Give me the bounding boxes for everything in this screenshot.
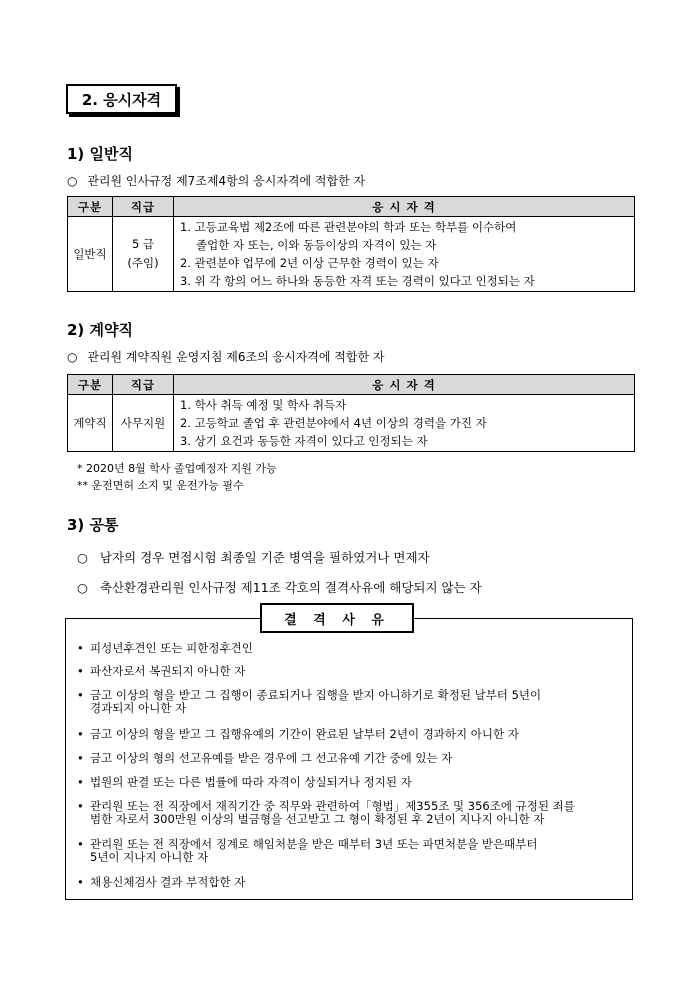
bullet-icon: •: [77, 751, 84, 765]
contract-criterion-text: 관리원 계약직원 운영지침 제6조의 응시자격에 적합한 자: [87, 350, 385, 364]
item-text: 금고 이상의 형을 받고 그 집행이 종료되거나 집행을 받지 아니하기로 확정된 날부터 5년이: [90, 688, 542, 702]
list-item: 1. 학사 취득 예정 및 학사 취득자: [180, 398, 347, 412]
list-item: [77, 642, 627, 655]
section-title: 2. 응시자격: [66, 84, 177, 114]
item-text: 채용신체검사 결과 부적합한 자: [90, 875, 246, 889]
bullet-icon: •: [77, 837, 84, 851]
item-text: 피성년후견인 또는 피한정후견인: [90, 641, 253, 655]
contract-qualifications: [174, 395, 635, 452]
list-item: 졸업한 자 또는, 이와 동등이상의 자격이 있는 자: [196, 238, 437, 252]
item-text: 법원의 판결 또는 다른 법률에 따라 자격이 상실되거나 정지된 자: [90, 775, 412, 789]
bullet-icon: •: [77, 641, 84, 655]
list-item: 1. 고등교육법 제2조에 따른 관련분야의 학과 또는 학부를 이수하여: [180, 220, 517, 234]
general-qualifications: [174, 217, 635, 292]
common-criterion-text: 남자의 경우 면접시험 최종일 기준 병역을 필하였거나 면제자: [99, 550, 430, 565]
contract-heading: 2) 계약직: [67, 321, 133, 339]
list-item: 2. 고등학교 졸업 후 관련분야에서 4년 이상의 경력을 가진 자: [180, 416, 487, 430]
list-item: [77, 800, 627, 826]
bullet-icon: •: [77, 727, 84, 741]
item-text: 범한 자로서 300만원 이상의 벌금형을 선고받고 그 형이 확정된 후 2년이 지나지 아니한 자: [90, 812, 545, 826]
common-criterion-text: 축산환경관리원 인사규정 제11조 각호의 결격사유에 해당되지 않는 자: [99, 580, 482, 595]
bullet-icon: •: [77, 775, 84, 789]
circle-icon: ○: [67, 350, 78, 364]
general-grade-note: (주임): [127, 256, 159, 270]
contract-category: 계약직: [68, 395, 113, 452]
bullet-icon: •: [77, 799, 84, 813]
list-item: [77, 876, 627, 889]
item-text: 금고 이상의 형을 받고 그 집행유예의 기간이 완료된 날부터 2년이 경과하지 아니한 자: [90, 727, 519, 741]
general-criterion-text: 관리원 인사규정 제7조제4항의 응시자격에 적합한 자: [87, 174, 366, 188]
item-text: 관리원 또는 전 직장에서 징계로 해임처분을 받은 때부터 3년 또는 파면처분을 받은때부터: [90, 837, 538, 851]
circle-icon: ○: [77, 580, 88, 595]
contract-grade: 사무지원: [113, 395, 174, 452]
item-text: 파산자로서 복권되지 아니한 자: [90, 664, 246, 678]
disqualification-title: 결 격 사 유: [260, 603, 414, 633]
list-item: 2. 관련분야 업무에 2년 이상 근무한 경력이 있는 자: [180, 256, 439, 270]
general-grade: 5 급: [131, 237, 155, 251]
contract-criterion: [67, 348, 384, 365]
list-item: [77, 665, 627, 678]
list-item: [77, 752, 627, 765]
col-header-qualification: 응 시 자 격: [174, 375, 635, 395]
contract-note-2: ** 운전면허 소지 및 운전가능 필수: [77, 479, 244, 492]
general-heading: 1) 일반직: [67, 145, 133, 163]
list-item: [77, 689, 627, 715]
col-header-grade: 직급: [113, 197, 174, 217]
contract-note-1: * 2020년 8월 학사 졸업예정자 지원 가능: [77, 462, 277, 475]
col-header-category: 구분: [68, 197, 113, 217]
item-text: 관리원 또는 전 직장에서 재직기간 중 직무와 관련하여「형법」제355조 및 356조에 규정된 죄를: [90, 799, 575, 813]
col-header-category: 구분: [68, 375, 113, 395]
general-category: 일반직: [68, 217, 113, 292]
common-criterion-2: [77, 578, 482, 596]
bullet-icon: •: [77, 664, 84, 678]
col-header-grade: 직급: [113, 375, 174, 395]
list-item: [77, 776, 627, 789]
general-criterion: [67, 172, 365, 189]
list-item: [77, 728, 627, 741]
list-item: 3. 상기 요건과 동등한 자격이 있다고 인정되는 자: [180, 434, 428, 448]
list-item: 3. 위 각 항의 어느 하나와 동등한 자격 또는 경력이 있다고 인정되는 자: [180, 274, 535, 288]
common-criterion-1: [77, 548, 430, 566]
common-heading: 3) 공통: [67, 516, 119, 534]
bullet-icon: •: [77, 688, 84, 702]
circle-icon: ○: [67, 174, 78, 188]
circle-icon: ○: [77, 550, 88, 565]
item-text: 금고 이상의 형의 선고유예를 받은 경우에 그 선고유예 기간 중에 있는 자: [90, 751, 453, 765]
bullet-icon: •: [77, 875, 84, 889]
general-table: [67, 196, 635, 292]
list-item: [77, 838, 627, 864]
col-header-qualification: 응 시 자 격: [174, 197, 635, 217]
item-text: 5년이 지나지 아니한 자: [90, 850, 209, 864]
item-text: 경과되지 아니한 자: [90, 701, 187, 715]
contract-table: [67, 374, 635, 452]
general-grade-cell: [113, 217, 174, 292]
